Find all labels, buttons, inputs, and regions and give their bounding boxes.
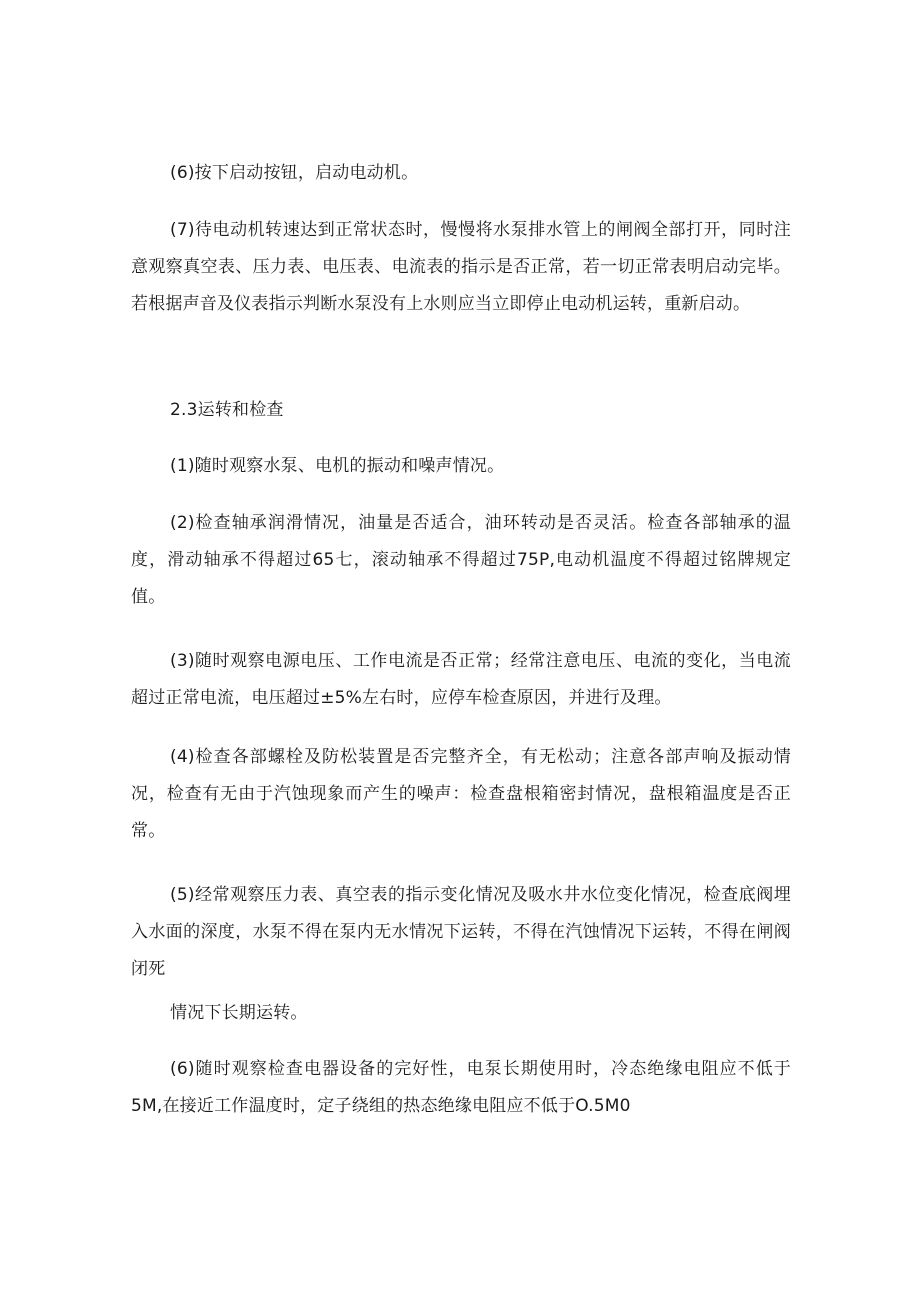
paragraph-observe-vibration: (1)随时观察水泵、电机的振动和噪声情况。 xyxy=(170,456,505,476)
paragraph-bearing-lubrication: (2)检查轴承润滑情况，油量是否适合，油环转动是否灵活。检查各部轴承的温度，滑动轴承不得超过65七，滚动轴承不得超过75P,电动机温度不得超过铭牌规定值。 xyxy=(131,513,791,607)
paragraph-continuation: 情况下长期运转。 xyxy=(170,1003,308,1023)
paragraph-start-motor: (6)按下启动按钮，启动电动机。 xyxy=(170,163,419,183)
paragraph-bolts-noise: (4)检查各部螺栓及防松装置是否完整齐全，有无松动；注意各部声响及振动情况，检查有无由于汽蚀现象而产生的噪声：检查盘根箱密封情况，盘根箱温度是否正常。 xyxy=(131,747,791,841)
paragraph-open-valve: (7)待电动机转速达到正常状态时，慢慢将水泵排水管上的闸阀全部打开，同时注意观察真空表、压力表、电压表、电流表的指示是否正常，若一切正常表明启动完毕。若根据声音及仪表指示判断水泵没有上水则应当立即停止电动机运转，重新启动。 xyxy=(131,220,791,314)
paragraph-voltage-current: (3)随时观察电源电压、工作电流是否正常；经常注意电压、电流的变化，当电流超过正常电流，电压超过±5%左右时，应停车检查原因，并进行及理。 xyxy=(131,651,791,708)
paragraph-gauges-water-level: (5)经常观察压力表、真空表的指示变化情况及吸水井水位变化情况，检查底阀埋入水面的深度，水泵不得在泵内无水情况下运转，不得在汽蚀情况下运转，不得在闸阀闭死 xyxy=(131,885,791,979)
section-heading-operation-check: 2.3运转和检查 xyxy=(170,400,284,420)
paragraph-insulation-resistance: (6)随时观察检查电器设备的完好性，电泵长期使用时，冷态绝缘电阻应不低于5M,在接近工作温度时，定子绕组的热态绝缘电阻应不低于O.5M0 xyxy=(131,1059,791,1116)
